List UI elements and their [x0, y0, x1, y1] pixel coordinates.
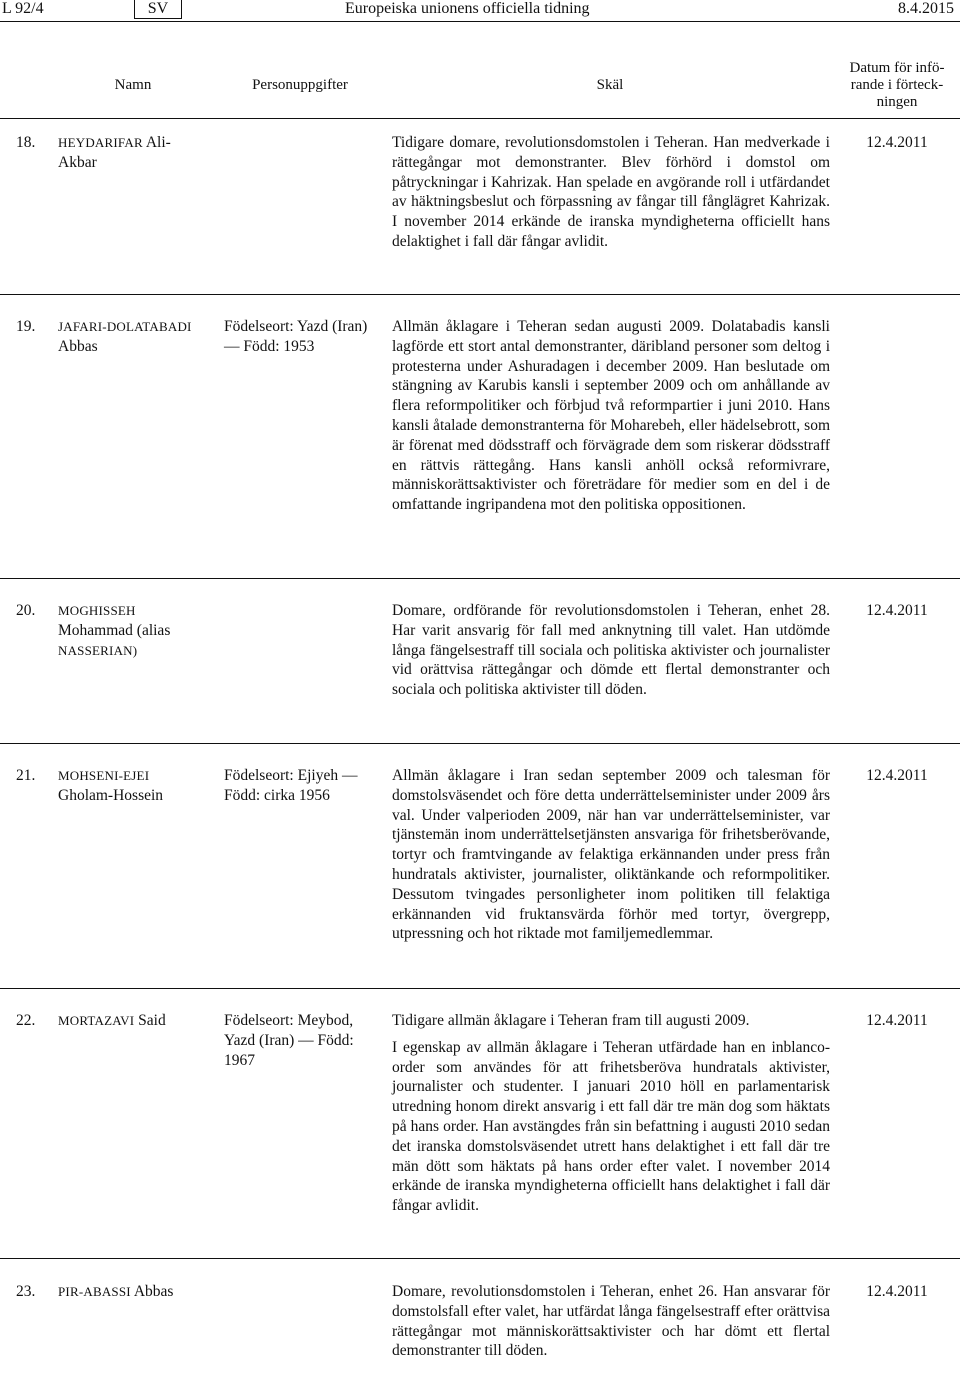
entry-surname: PIR-ABASSI: [58, 1284, 131, 1299]
entry-name: [58, 133, 178, 173]
entry-alias: NASSERIAN): [58, 642, 138, 658]
entry-name: [58, 317, 208, 357]
entry-number: 21.: [16, 767, 36, 784]
page-header: [0, 0, 960, 20]
header-rule: [0, 21, 960, 22]
entry-surname: JAFARI-DOLATABADI: [58, 319, 192, 334]
entry-given-name: Mohammad (alias: [58, 621, 171, 639]
column-header-date-line2: rande i förteck-: [850, 77, 944, 93]
entry-number: 20.: [16, 602, 36, 619]
entry-given-name: Said: [138, 1012, 166, 1029]
entry-listing-date: 12.4.2011: [866, 602, 928, 619]
entry-reason: [392, 317, 830, 515]
entry-surname: MOHSENI-EJEI: [58, 768, 150, 783]
entry-number: 19.: [16, 318, 36, 335]
entry-listing-date: 12.4.2011: [866, 134, 928, 151]
entry-given-name: Ali-Akbar: [58, 134, 171, 171]
language-code: SV: [134, 0, 182, 19]
entry-reason-paragraph: Tidigare allmän åklagare i Teheran fram till augusti 2009.: [392, 1012, 750, 1029]
entry-reason: [392, 1282, 830, 1361]
entry-reason: [392, 766, 830, 944]
entry-personal-details: Födelseort: Meybod, Yazd (Iran) — Född: 1967: [224, 1012, 354, 1069]
entry-name: [58, 766, 208, 806]
entry-reason: [392, 1011, 830, 1216]
column-header-date-line3: ningen: [876, 94, 918, 110]
page-number: L 92/4: [2, 0, 44, 17]
entry-number: 23.: [16, 1283, 36, 1300]
entry-number: 18.: [16, 134, 36, 151]
column-header-name: Namn: [114, 77, 152, 93]
entry-name: [58, 1282, 208, 1302]
entry-separator: [0, 743, 960, 744]
entry-surname: HEYDARIFAR: [58, 135, 143, 150]
entry-separator: [0, 578, 960, 579]
entry-reason: [392, 133, 830, 252]
entry-reason-paragraph: Domare, ordförande för revolutionsdomstolen i Teheran, enhet 28. Har varit ansvarig för fall med anknytning till valet. Han utdömde långa fängelsestraff till sociala och politiska aktivister och journalister vid orättvisa rättegångar och dömde ett flertal demonstranter och sociala och politiska aktivister till döden.: [392, 602, 830, 699]
entry-number: 22.: [16, 1012, 36, 1029]
entry-listing-date: 12.4.2011: [866, 1283, 928, 1300]
entry-name: [58, 601, 208, 660]
entry-given-name: Abbas: [133, 1283, 174, 1300]
entry-personal-details: Födelseort: Yazd (Iran) — Född: 1953: [224, 318, 368, 355]
journal-title: Europeiska unionens officiella tidning: [345, 0, 590, 17]
entry-personal-details: Födelseort: Ejiyeh — Född: cirka 1956: [224, 767, 358, 804]
column-header-personal: Personuppgifter: [252, 77, 348, 93]
entry-separator: [0, 988, 960, 989]
column-header-rule: [0, 118, 960, 119]
entry-given-name: Gholam-Hossein: [58, 786, 164, 804]
column-header-date: [838, 60, 956, 111]
entry-reason-paragraph: Domare, revolutionsdomstolen i Teheran, enhet 26. Han ansvarar för domstolsfall efter valet, har utfärdat långa fängelsestraff efter orättvisa rättegångar mot människorättsaktivister och har dömt ett flertal demonstranter till döden.: [392, 1283, 830, 1360]
entry-reason-paragraph: Tidigare domare, revolutionsdomstolen i Teheran. Han medverkade i rättegångar mot demonstranter. Blev förhörd i domstol om påtryckningar i Kahrizak. Han spelade en avgörande roll i utfärdandet av häktningsbeslut och förpassning av fångar till fånglägret Kahrizak. I november 2014 erkände de iranska myndigheterna officiellt hans delaktighet i fall där fångar avlidit.: [392, 134, 830, 250]
entry-reason-paragraph: Allmän åklagare i Teheran sedan augusti 2009. Dolatabadis kansli lagförde ett stort antal demonstranter, däribland personer som deltog i protesterna under Ashuradagen i december 2009. Han beslutade om stängning av Karubis kansli i september 2009 och om anhållande av flera reformpolitiker och förbjud två reformpartier i juni 2010. Hans kansli åtalade demonstranterna för Moharebeh, eller hädelsebrott, som är förenat med dödsstraff och förvägrade dem som riskerar dödsstraff en rättvis rättegång. Hans kansli anhöll också reformivrare, människorättsaktivister och företrädare för medier som en del i de omfattande ingripandena mot den politiska oppositionen.: [392, 318, 830, 514]
entry-reason-paragraph: I egenskap av allmän åklagare i Teheran utfärdade han en inblanco-order som användes för att frihetsberöva hundratals aktivister, journalister och studenter. I januari 2010 höll en parlamentarisk utredning honom direkt ansvarig i ett fall där tre män dog som häktats på hans order. Han avstängdes från sin befattning i augusti 2010 sedan det iranska domstolsväsendet utrett hans delaktighet i ett fall där tre män dött som häktats på hans order efter valet. I november 2014 erkände de iranska myndigheterna officiellt hans delaktighet i fall där fångar avlidit.: [392, 1038, 830, 1215]
entry-surname: MOGHISSEH: [58, 603, 136, 618]
entry-separator: [0, 1258, 960, 1259]
entry-reason-paragraph: Allmän åklagare i Iran sedan september 2009 och talesman för domstolsväsendet och före detta underrättelseminister under 2009 års val. Under valperioden 2009, när han var underrättelseminister, var tjänstemän inom underrättelsetjänsten ansvariga för frihetsberövande, tortyr och framtvingande av felaktiga erkännanden under press från hundratals aktivister, journalister, oliktänkande och reformpolitiker. Dessutom tvingades personligheter inom politiken till felaktiga erkännanden vid fruktansvärda förhör med tortyr, övergrepp, utpressning och hot riktade mot familjemedlemmar.: [392, 767, 830, 943]
entry-listing-date: 12.4.2011: [866, 767, 928, 784]
publication-date: 8.4.2015: [898, 0, 954, 17]
entry-listing-date: 12.4.2011: [866, 1012, 928, 1029]
column-header-reason: Skäl: [596, 77, 624, 93]
entry-surname: MORTAZAVI: [58, 1013, 135, 1028]
entry-separator: [0, 294, 960, 295]
entry-reason: [392, 601, 830, 700]
entry-given-name: Abbas: [58, 337, 98, 355]
column-header-date-line1: Datum för infö-: [849, 60, 945, 76]
entry-name: [58, 1011, 208, 1031]
